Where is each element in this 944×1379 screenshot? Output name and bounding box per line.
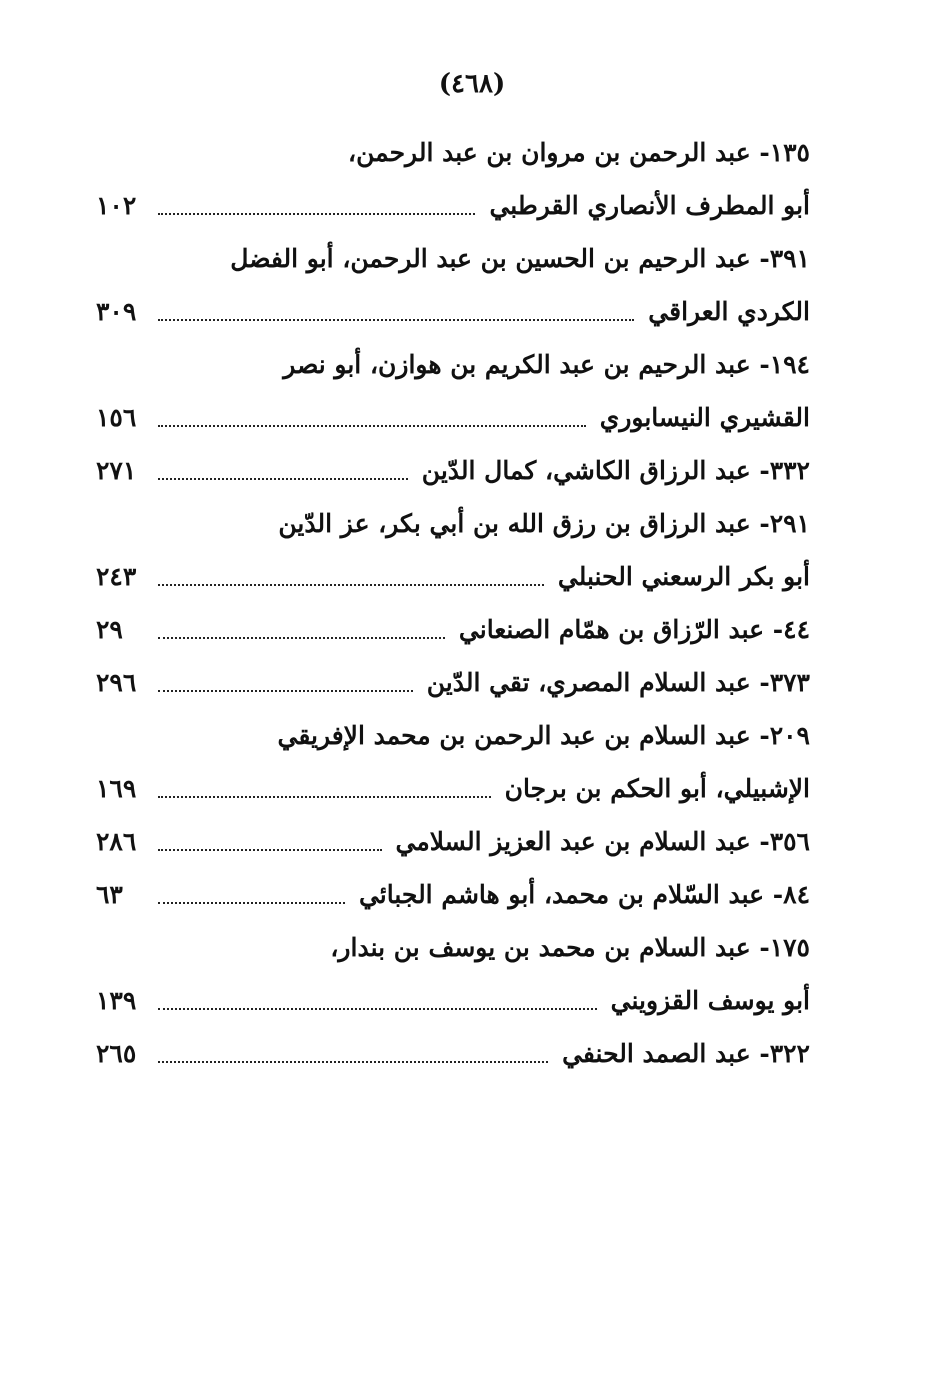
entry-text: ٨٤- عبد السّلام بن محمد، أبو هاشم الجبائي <box>358 880 810 909</box>
page-reference: ١٥٦ <box>96 403 137 432</box>
entry-text: القشيري النيسابوري <box>599 403 810 432</box>
index-entry <box>96 762 810 815</box>
dot-leader <box>158 796 491 798</box>
page-reference: ٢٨٦ <box>96 827 137 856</box>
page-reference: ٣٠٩ <box>96 297 137 326</box>
dot-leader <box>158 213 475 215</box>
index-list <box>96 126 810 1080</box>
entry-text: ٤٤- عبد الرّزاق بن همّام الصنعاني <box>458 615 810 644</box>
dot-leader <box>158 902 345 904</box>
index-entry <box>96 391 810 444</box>
index-entry <box>96 921 810 974</box>
entry-text: ٣٧٣- عبد السلام المصري، تقي الدّين <box>426 668 810 697</box>
index-entry <box>96 1027 810 1080</box>
entry-text: ٣٣٢- عبد الرزاق الكاشي، كمال الدّين <box>421 456 810 485</box>
index-entry <box>96 497 810 550</box>
entry-text: ٢٠٩- عبد السلام بن عبد الرحمن بن محمد الإفريقي <box>277 721 810 750</box>
page-reference: ١٦٩ <box>96 774 137 803</box>
index-entry <box>96 974 810 1027</box>
dot-leader <box>158 425 586 427</box>
dot-leader <box>158 849 382 851</box>
index-entry <box>96 126 810 179</box>
entry-text: ٣٩١- عبد الرحيم بن الحسين بن عبد الرحمن، أبو الفضل <box>230 244 810 273</box>
page-reference: ٢٧١ <box>96 456 137 485</box>
entry-text: الكردي العراقي <box>648 297 810 326</box>
page-number: (٤٦٨) <box>438 69 506 99</box>
index-entry <box>96 709 810 762</box>
dot-leader <box>158 1061 548 1063</box>
page-reference: ٢٩ <box>96 615 123 644</box>
entry-text: ١٩٤- عبد الرحيم بن عبد الكريم بن هوازن، أبو نصر <box>283 350 810 379</box>
page-reference: ٢٤٣ <box>96 562 137 591</box>
entry-text: أبو يوسف القزويني <box>610 986 810 1015</box>
index-entry <box>96 232 810 285</box>
page-reference: ٢٩٦ <box>96 668 137 697</box>
entry-text: الإشبيلي، أبو الحكم بن برجان <box>504 774 810 803</box>
index-entry <box>96 603 810 656</box>
index-entry <box>96 338 810 391</box>
entry-text: ١٣٥- عبد الرحمن بن مروان بن عبد الرحمن، <box>348 138 810 167</box>
entry-text: ١٧٥- عبد السلام بن محمد بن يوسف بن بندار، <box>330 933 810 962</box>
dot-leader <box>158 478 408 480</box>
dot-leader <box>158 1008 597 1010</box>
entry-text: ٣٥٦- عبد السلام بن عبد العزيز السلامي <box>395 827 810 856</box>
index-entry <box>96 444 810 497</box>
dot-leader <box>158 637 445 639</box>
page-reference: ١٠٢ <box>96 191 137 220</box>
entry-text: ٣٢٢- عبد الصمد الحنفي <box>562 1039 810 1068</box>
index-entry <box>96 550 810 603</box>
dot-leader <box>158 319 634 321</box>
dot-leader <box>158 584 544 586</box>
page-reference: ٢٦٥ <box>96 1039 137 1068</box>
index-entry <box>96 656 810 709</box>
page-reference: ٦٣ <box>96 880 123 909</box>
index-entry <box>96 285 810 338</box>
index-entry <box>96 179 810 232</box>
entry-text: أبو بكر الرسعني الحنبلي <box>557 562 810 591</box>
dot-leader <box>158 690 413 692</box>
index-entry <box>96 815 810 868</box>
entry-text: أبو المطرف الأنصاري القرطبي <box>489 191 810 220</box>
index-entry <box>96 868 810 921</box>
page-reference: ١٣٩ <box>96 986 137 1015</box>
entry-text: ٢٩١- عبد الرزاق بن رزق الله بن أبي بكر، عز الدّين <box>278 509 810 538</box>
